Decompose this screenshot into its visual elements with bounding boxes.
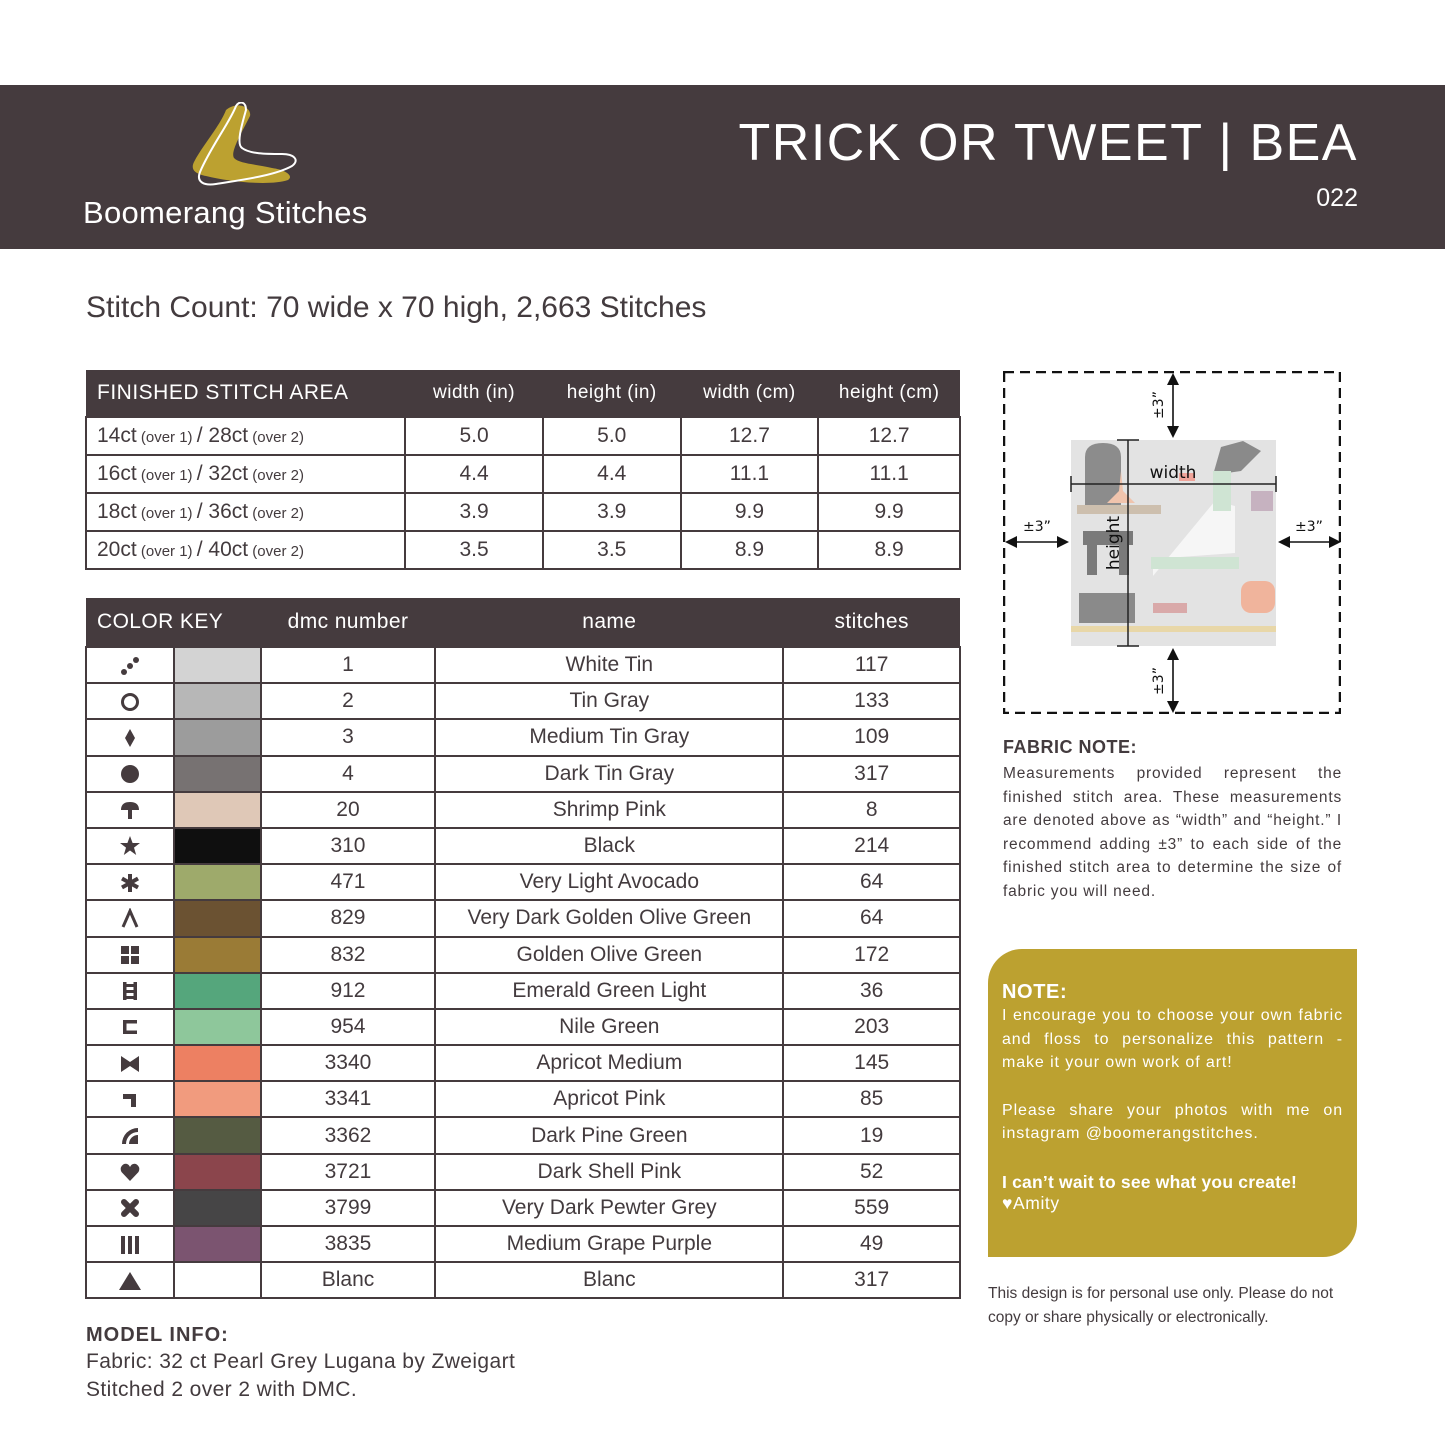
count-over-2: 36ct xyxy=(208,500,249,523)
fabric-count-cell xyxy=(86,455,405,493)
stitches-cell: 109 xyxy=(783,719,960,755)
over-1-note: (over 1) xyxy=(136,505,197,522)
symbol-cell xyxy=(86,756,174,792)
table-row xyxy=(86,1045,960,1081)
count-over-2: 40ct xyxy=(208,538,249,561)
column-header: name xyxy=(435,598,783,647)
dmc-number-cell: 829 xyxy=(261,900,436,936)
diamond-icon xyxy=(119,727,141,749)
over-1-note: (over 1) xyxy=(136,429,197,446)
arrow-right-icon xyxy=(1057,536,1069,548)
dmc-number-cell: 3799 xyxy=(261,1190,436,1226)
width-in-cell: 4.4 xyxy=(405,455,543,493)
height-in-cell: 3.5 xyxy=(543,531,681,569)
stitches-cell: 64 xyxy=(783,864,960,900)
color-swatch xyxy=(174,900,261,936)
ring-icon xyxy=(119,691,141,713)
table-row xyxy=(86,1262,960,1298)
model-info-title: MODEL INFO: xyxy=(86,1324,229,1346)
separator: / xyxy=(196,500,209,523)
count-over-2: 28ct xyxy=(208,424,249,447)
column-header: COLOR KEY xyxy=(86,598,261,647)
width-cm-cell: 8.9 xyxy=(681,531,819,569)
color-swatch xyxy=(174,1262,261,1298)
table-row xyxy=(86,1117,960,1153)
dmc-number-cell: 3 xyxy=(261,719,436,755)
dmc-number-cell: 912 xyxy=(261,973,436,1009)
boomerang-logo-icon xyxy=(190,102,300,188)
note-closing: I can’t wait to see what you create! xyxy=(1002,1171,1298,1192)
symbol-cell xyxy=(86,864,174,900)
dmc-number-cell: 1 xyxy=(261,647,436,683)
note-paragraph: I encourage you to choose your own fabric and floss to personalize this pattern - make it your own work of art! xyxy=(1002,1007,1343,1071)
table-row xyxy=(86,1081,960,1117)
color-name-cell: Dark Shell Pink xyxy=(435,1154,783,1190)
color-swatch xyxy=(174,973,261,1009)
dmc-number-cell: 2 xyxy=(261,683,436,719)
note-paragraph: Please share your photos with me on instagram @boomerangstitches. xyxy=(1002,1101,1343,1142)
stitch-count-label: Stitch Count: xyxy=(86,291,258,324)
star-icon xyxy=(119,835,141,857)
dmc-number-cell: 471 xyxy=(261,864,436,900)
color-name-cell: White Tin xyxy=(435,647,783,683)
table-row xyxy=(86,719,960,755)
color-name-cell: Shrimp Pink xyxy=(435,792,783,828)
color-name-cell: Dark Pine Green xyxy=(435,1117,783,1153)
margin-label-bottom: ±3” xyxy=(1151,667,1167,695)
heart-icon xyxy=(119,1161,141,1183)
margin-label-left: ±3” xyxy=(1023,519,1051,535)
stitches-cell: 145 xyxy=(783,1045,960,1081)
width-cm-cell: 12.7 xyxy=(681,417,819,455)
color-name-cell: Very Dark Pewter Grey xyxy=(435,1190,783,1226)
triangle-icon xyxy=(119,1270,141,1292)
width-in-cell: 5.0 xyxy=(405,417,543,455)
color-swatch xyxy=(174,719,261,755)
dmc-number-cell: 954 xyxy=(261,1009,436,1045)
asterisk-icon xyxy=(119,872,141,894)
stitches-cell: 52 xyxy=(783,1154,960,1190)
color-name-cell: Dark Tin Gray xyxy=(435,756,783,792)
column-header: dmc number xyxy=(261,598,436,647)
note-signature: ♥Amity xyxy=(1002,1192,1060,1213)
stitches-cell: 559 xyxy=(783,1190,960,1226)
symbol-cell xyxy=(86,792,174,828)
color-swatch xyxy=(174,1154,261,1190)
table-header-row xyxy=(86,598,960,647)
table-row xyxy=(86,792,960,828)
arrow-down-icon xyxy=(1167,701,1179,713)
column-header: height (cm) xyxy=(818,370,960,417)
stitch-count-value: 70 wide x 70 high, 2,663 Stitches xyxy=(257,291,707,324)
fabric-size-diagram xyxy=(1003,371,1341,714)
color-name-cell: Medium Tin Gray xyxy=(435,719,783,755)
color-swatch xyxy=(174,1045,261,1081)
table-row xyxy=(86,455,960,493)
column-header: width (cm) xyxy=(681,370,819,417)
color-name-cell: Apricot Pink xyxy=(435,1081,783,1117)
column-header: width (in) xyxy=(405,370,543,417)
model-info-fabric: Fabric: 32 ct Pearl Grey Lugana by Zweigart xyxy=(86,1350,516,1373)
color-name-cell: Emerald Green Light xyxy=(435,973,783,1009)
quarter-arc-icon xyxy=(119,1125,141,1147)
fabric-note-body: Measurements provided represent the finished stitch area. These measurements are denoted above as “width” and “height.” I recommend adding ±3” to each side of the finished stitch area to determine the size of fabric you will need. xyxy=(1003,765,1342,900)
over-2-note: (over 2) xyxy=(248,505,304,522)
color-swatch xyxy=(174,683,261,719)
table-row xyxy=(86,417,960,455)
dmc-number-cell: 3340 xyxy=(261,1045,436,1081)
width-label: width xyxy=(1149,463,1197,483)
color-name-cell: Medium Grape Purple xyxy=(435,1226,783,1262)
separator: / xyxy=(196,424,209,447)
table-row xyxy=(86,531,960,569)
color-swatch xyxy=(174,756,261,792)
arrow-down-icon xyxy=(1167,426,1179,438)
triple-bars-icon xyxy=(119,1234,141,1256)
color-name-cell: Tin Gray xyxy=(435,683,783,719)
note-title: NOTE: xyxy=(1002,981,1068,1003)
dmc-number-cell: 20 xyxy=(261,792,436,828)
bracket-icon xyxy=(119,1016,141,1038)
color-swatch xyxy=(174,792,261,828)
stitches-cell: 317 xyxy=(783,1262,960,1298)
corner-block-icon xyxy=(119,1089,141,1111)
color-swatch xyxy=(174,1081,261,1117)
dmc-number-cell: 3362 xyxy=(261,1117,436,1153)
height-in-cell: 4.4 xyxy=(543,455,681,493)
symbol-cell xyxy=(86,1190,174,1226)
over-2-note: (over 2) xyxy=(248,467,304,484)
fabric-count-cell xyxy=(86,493,405,531)
symbol-cell xyxy=(86,1262,174,1298)
table-row xyxy=(86,756,960,792)
color-name-cell: Apricot Medium xyxy=(435,1045,783,1081)
disclaimer: This design is for personal use only. Please do not copy or share physically or electronically. xyxy=(988,1285,1334,1326)
symbol-cell xyxy=(86,937,174,973)
count-over-1: 14ct xyxy=(97,424,137,447)
height-label: height xyxy=(1104,515,1124,571)
stitches-cell: 172 xyxy=(783,937,960,973)
height-cm-cell: 12.7 xyxy=(818,417,960,455)
x-cross-icon xyxy=(119,1197,141,1219)
dmc-number-cell: 832 xyxy=(261,937,436,973)
column-header: stitches xyxy=(783,598,960,647)
count-over-1: 20ct xyxy=(97,538,137,561)
table-row xyxy=(86,937,960,973)
table-header-row xyxy=(86,370,960,417)
mushroom-icon xyxy=(119,799,141,821)
stitches-cell: 133 xyxy=(783,683,960,719)
count-over-2: 32ct xyxy=(208,462,249,485)
over-2-note: (over 2) xyxy=(248,429,304,446)
table-row xyxy=(86,647,960,683)
color-name-cell: Nile Green xyxy=(435,1009,783,1045)
symbol-cell xyxy=(86,1226,174,1262)
fabric-note-title: FABRIC NOTE: xyxy=(1003,737,1137,757)
stitches-cell: 85 xyxy=(783,1081,960,1117)
table-row xyxy=(86,900,960,936)
table-row xyxy=(86,493,960,531)
dmc-number-cell: 310 xyxy=(261,828,436,864)
dmc-number-cell: 3835 xyxy=(261,1226,436,1262)
height-cm-cell: 8.9 xyxy=(818,531,960,569)
column-header: FINISHED STITCH AREA xyxy=(86,370,405,417)
count-over-1: 16ct xyxy=(97,462,137,485)
symbol-cell xyxy=(86,719,174,755)
color-swatch xyxy=(174,864,261,900)
color-swatch xyxy=(174,1009,261,1045)
fabric-count-cell xyxy=(86,531,405,569)
symbol-cell xyxy=(86,900,174,936)
over-2-note: (over 2) xyxy=(248,543,304,560)
color-swatch xyxy=(174,828,261,864)
color-name-cell: Very Light Avocado xyxy=(435,864,783,900)
bowtie-icon xyxy=(119,1053,141,1075)
table-row xyxy=(86,1154,960,1190)
height-cm-cell: 11.1 xyxy=(818,455,960,493)
count-over-1: 18ct xyxy=(97,500,137,523)
table-row xyxy=(86,828,960,864)
three-dots-diagonal-icon xyxy=(119,655,141,677)
column-header: height (in) xyxy=(543,370,681,417)
stitches-cell: 8 xyxy=(783,792,960,828)
symbol-cell xyxy=(86,1154,174,1190)
color-swatch xyxy=(174,647,261,683)
table-row xyxy=(86,1009,960,1045)
width-cm-cell: 11.1 xyxy=(681,455,819,493)
stitches-cell: 203 xyxy=(783,1009,960,1045)
stitch-count xyxy=(86,291,706,325)
finished-stitch-area-table xyxy=(85,370,961,570)
stitches-cell: 214 xyxy=(783,828,960,864)
arrow-up-icon xyxy=(1167,373,1179,385)
color-name-cell: Black xyxy=(435,828,783,864)
height-in-cell: 3.9 xyxy=(543,493,681,531)
symbol-cell xyxy=(86,1009,174,1045)
table-row xyxy=(86,1226,960,1262)
symbol-cell xyxy=(86,683,174,719)
over-1-note: (over 1) xyxy=(136,543,197,560)
arrow-up-icon xyxy=(1167,648,1179,660)
model-info-stitched: Stitched 2 over 2 with DMC. xyxy=(86,1378,358,1401)
color-swatch xyxy=(174,1190,261,1226)
color-name-cell: Blanc xyxy=(435,1262,783,1298)
ladder-icon xyxy=(119,980,141,1002)
symbol-cell xyxy=(86,1045,174,1081)
over-1-note: (over 1) xyxy=(136,467,197,484)
stitches-cell: 49 xyxy=(783,1226,960,1262)
caret-icon xyxy=(119,908,141,930)
color-swatch xyxy=(174,937,261,973)
stitches-cell: 64 xyxy=(783,900,960,936)
stitches-cell: 19 xyxy=(783,1117,960,1153)
stitches-cell: 117 xyxy=(783,647,960,683)
table-row xyxy=(86,1190,960,1226)
symbol-cell xyxy=(86,1117,174,1153)
symbol-cell xyxy=(86,1081,174,1117)
color-swatch xyxy=(174,1226,261,1262)
brand-name: Boomerang Stitches xyxy=(83,195,368,230)
color-key-table xyxy=(85,598,961,1299)
arrow-left-icon xyxy=(1278,536,1290,548)
color-name-cell: Very Dark Golden Olive Green xyxy=(435,900,783,936)
separator: / xyxy=(196,538,209,561)
symbol-cell xyxy=(86,973,174,1009)
color-name-cell: Golden Olive Green xyxy=(435,937,783,973)
table-row xyxy=(86,864,960,900)
table-row xyxy=(86,683,960,719)
color-swatch xyxy=(174,1117,261,1153)
stitches-cell: 317 xyxy=(783,756,960,792)
margin-label-right: ±3” xyxy=(1295,519,1323,535)
dmc-number-cell: 4 xyxy=(261,756,436,792)
width-in-cell: 3.9 xyxy=(405,493,543,531)
pattern-number: 022 xyxy=(1316,184,1358,212)
height-cm-cell: 9.9 xyxy=(818,493,960,531)
symbol-cell xyxy=(86,828,174,864)
dmc-number-cell: 3341 xyxy=(261,1081,436,1117)
width-in-cell: 3.5 xyxy=(405,531,543,569)
symbol-cell xyxy=(86,647,174,683)
height-in-cell: 5.0 xyxy=(543,417,681,455)
note-box xyxy=(988,949,1357,1257)
pattern-title: TRICK OR TWEET | BEA xyxy=(738,114,1358,172)
width-cm-cell: 9.9 xyxy=(681,493,819,531)
stitches-cell: 36 xyxy=(783,973,960,1009)
table-row xyxy=(86,973,960,1009)
separator: / xyxy=(196,462,209,485)
dmc-number-cell: 3721 xyxy=(261,1154,436,1190)
margin-label-top: ±3” xyxy=(1151,391,1167,419)
arrow-left-icon xyxy=(1005,536,1017,548)
filled-circle-icon xyxy=(119,763,141,785)
four-squares-icon xyxy=(119,944,141,966)
dmc-number-cell: Blanc xyxy=(261,1262,436,1298)
fabric-count-cell xyxy=(86,417,405,455)
